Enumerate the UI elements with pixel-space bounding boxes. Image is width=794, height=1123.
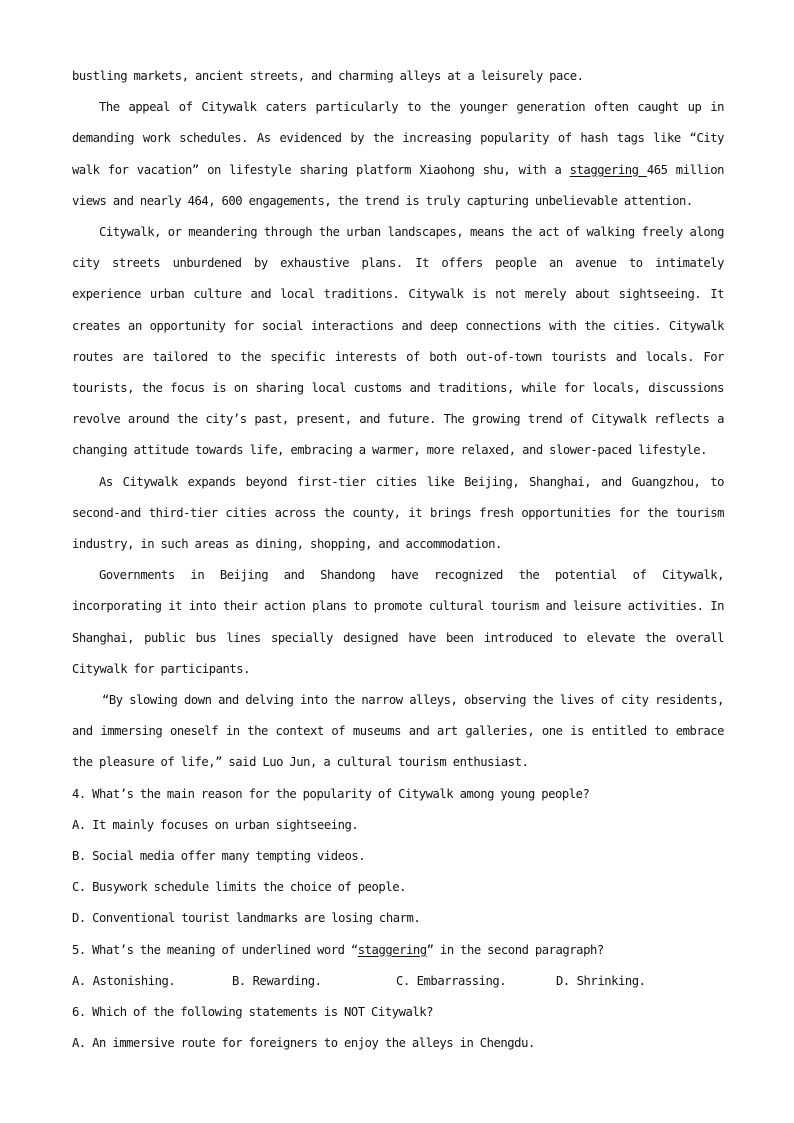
document-page <box>72 61 724 1060</box>
passage-paragraph-3: As Citywalk expands beyond first-tier cities like Beijing, Shanghai, and Guangzhou, to second-and third-tier cities across the county, it brings fresh opportunities for the tourism industry, in such areas as dining, shopping, and accommodation. <box>72 474 724 552</box>
question-4-stem: 4. What’s the main reason for the popularity of Citywalk among young people? <box>72 786 590 801</box>
passage-paragraph-2: Citywalk, or meandering through the urban landscapes, means the act of walking freely along city streets unburdened by exhaustive plans. It offers people an avenue to intimately experience urban culture and local traditions. Citywalk is not merely about sightseeing. It creates an opportunity for social interactions and deep connections with the cities. Citywalk routes are tailored to the specific interests of both out-of-town tourists and locals. For tourists, the focus is on sharing local customs and traditions, while for locals, discussions revolve around the city’s past, present, and future. The growing trend of Citywalk reflects a changing attitude towards life, embracing a warmer, more relaxed, and slower-paced lifestyle. <box>72 225 724 458</box>
passage-paragraph-5: “By slowing down and delving into the narrow alleys, observing the lives of city residents, and immersing oneself in the context of museums and art galleries, one is entitled to embrace the pleasure of life,” said Luo Jun, a cultural tourism enthusiast. <box>72 693 724 770</box>
question-6 <box>72 997 724 1059</box>
question-5-option-a: A. Astonishing. <box>72 973 176 988</box>
question-6-stem: 6. Which of the following statements is NOT Citywalk? <box>72 1005 434 1020</box>
passage-paragraph-4: Governments in Beijing and Shandong have recognized the potential of Citywalk, incorporating it into their action plans to promote cultural tourism and leisure activities. In Shanghai, public bus lines specially designed have been introduced to elevate the overall Citywalk for participants. <box>72 568 724 676</box>
paragraph-1-text-a: The appeal of Citywalk caters particularly to the younger generation often caught up in demanding work schedules. As evidenced by the increasing popularity of hash tags like “City walk for vacation” on lifestyle sharing platform Xiaohong shu, with a <box>72 100 724 177</box>
question-5-stem <box>72 935 724 966</box>
underlined-word-staggering: staggering <box>569 162 647 177</box>
question-5-options <box>72 966 724 997</box>
passage-paragraph-0: bustling markets, ancient streets, and charming alleys at a leisurely pace. <box>72 69 584 83</box>
question-4-option-a: A. It mainly focuses on urban sightseeing. <box>72 817 359 832</box>
question-5-option-d: D. Shrinking. <box>556 973 646 988</box>
passage-paragraph-1 <box>72 92 724 217</box>
question-4-option-d: D. Conventional tourist landmarks are losing charm. <box>72 911 421 926</box>
question-5-stem-b: ” in the second paragraph? <box>426 942 604 957</box>
question-5-underlined-word: staggering <box>357 942 427 957</box>
question-4 <box>72 779 724 935</box>
question-4-option-c: C. Busywork schedule limits the choice of people. <box>72 880 406 895</box>
question-6-option-a: A. An immersive route for foreigners to enjoy the alleys in Chengdu. <box>72 1036 535 1051</box>
question-5-option-c: C. Embarrassing. <box>396 973 507 988</box>
question-5 <box>72 935 724 997</box>
question-5-option-b: B. Rewarding. <box>232 973 322 988</box>
question-4-option-b: B. Social media offer many tempting videos. <box>72 849 366 864</box>
question-5-stem-a: 5. What’s the meaning of underlined word “ <box>72 942 358 957</box>
paragraph-1-text-b: 465 million views and nearly 464, 600 engagements, the trend is truly capturing unbelievable attention. <box>72 162 725 208</box>
